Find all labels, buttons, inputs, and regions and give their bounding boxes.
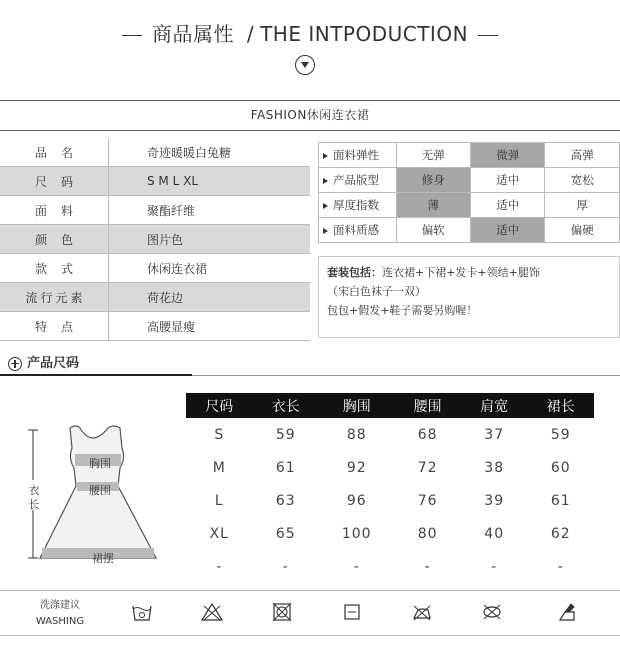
iron-icon (555, 600, 579, 624)
table-row (0, 254, 310, 283)
property-option-selected: 微弹 (471, 143, 545, 168)
property-label: 厚度指数 (319, 193, 397, 218)
set-contents-box (318, 256, 620, 338)
table-cell: 62 (550, 525, 571, 542)
attr-key: 尺码 (0, 167, 109, 196)
table-cell: - (282, 558, 289, 575)
property-option: 无弹 (396, 143, 470, 168)
table-row (0, 167, 310, 196)
attr-key: 品名 (0, 138, 109, 167)
bust-label: 胸围 (89, 457, 111, 470)
attr-key: 颜色 (0, 225, 109, 254)
washing-label: 洗涤建议 WASHING (35, 600, 85, 627)
property-option: 偏硬 (545, 218, 620, 243)
divider (192, 375, 620, 376)
triangle-right-icon (323, 178, 328, 184)
table-row (186, 484, 594, 517)
table-cell: 88 (346, 426, 367, 443)
set-label: 套装包括： (327, 266, 382, 279)
table-cell: - (424, 558, 431, 575)
length-label: 衣长 (28, 484, 40, 511)
property-option: 适中 (471, 168, 545, 193)
table-cell: 59 (275, 426, 296, 443)
attr-value: 奇迹暖暖白兔糖 (109, 138, 311, 167)
triangle-right-icon (323, 153, 328, 159)
column-header: 胸围 (319, 393, 394, 418)
header-slash: / (246, 22, 255, 46)
divider (0, 130, 620, 131)
table-cell: 63 (275, 492, 296, 509)
property-option-selected: 适中 (471, 218, 545, 243)
table-cell: M (212, 459, 226, 476)
table-row (0, 225, 310, 254)
table-row (319, 143, 620, 168)
size-table (186, 393, 594, 583)
property-label: 产品版型 (319, 168, 397, 193)
table-row (319, 218, 620, 243)
table-cell: 65 (275, 525, 296, 542)
property-option: 偏软 (396, 218, 470, 243)
table-row (0, 283, 310, 312)
table-cell: - (557, 558, 564, 575)
table-row (186, 451, 594, 484)
table-cell: XL (209, 525, 229, 542)
table-cell: 76 (417, 492, 438, 509)
column-header: 腰围 (394, 393, 461, 418)
table-cell: 60 (550, 459, 571, 476)
property-label: 面料质感 (319, 218, 397, 243)
table-cell: 92 (346, 459, 367, 476)
table-cell: - (491, 558, 498, 575)
table-row (319, 168, 620, 193)
column-header: 尺码 (186, 393, 253, 418)
table-cell: 61 (275, 459, 296, 476)
property-option: 宽松 (545, 168, 620, 193)
attribute-table (0, 138, 310, 341)
attr-value: 图片色 (109, 225, 311, 254)
attr-key: 流行元素 (0, 283, 109, 312)
property-grid (318, 142, 620, 243)
table-cell: 37 (484, 426, 505, 443)
table-cell: 40 (484, 525, 505, 542)
table-row (319, 193, 620, 218)
table-cell: 68 (417, 426, 438, 443)
chevron-down-icon (295, 55, 315, 75)
hem-label: 裙摆 (92, 552, 114, 565)
table-cell: 59 (550, 426, 571, 443)
no-bleach-icon (200, 600, 224, 624)
product-type-title: FASHION休闲连衣裙 (250, 108, 370, 122)
set-line: 包包+假发+鞋子需要另购喔！ (327, 304, 478, 317)
table-cell: 72 (417, 459, 438, 476)
attr-key: 款式 (0, 254, 109, 283)
table-cell: - (216, 558, 223, 575)
table-cell: 100 (341, 525, 372, 542)
table-row (0, 312, 310, 341)
property-option: 厚 (545, 193, 620, 218)
plus-circle-icon (8, 357, 22, 371)
no-iron-icon (410, 600, 434, 624)
table-cell: - (353, 558, 360, 575)
set-line: （宋白色袜子一双） (327, 285, 426, 298)
attr-value: S M L XL (109, 167, 311, 196)
header-title-cn: 商品属性 (151, 22, 234, 46)
property-option-selected: 修身 (396, 168, 470, 193)
table-row (0, 196, 310, 225)
table-row (186, 517, 594, 550)
table-cell: 61 (550, 492, 571, 509)
table-cell: 96 (346, 492, 367, 509)
property-option: 高弹 (545, 143, 620, 168)
attr-key: 特点 (0, 312, 109, 341)
no-tumble-dry-icon (270, 600, 294, 624)
property-option-selected: 薄 (396, 193, 470, 218)
table-row (186, 418, 594, 451)
table-cell: 38 (484, 459, 505, 476)
no-dry-clean-icon (480, 600, 504, 624)
column-header: 肩宽 (461, 393, 528, 418)
flat-dry-icon (340, 600, 364, 624)
table-row (0, 138, 310, 167)
table-row (186, 550, 594, 583)
size-section-title: 产品尺码 (8, 352, 79, 371)
section-header (0, 18, 620, 47)
divider (0, 374, 192, 376)
header-title-en: THE INTPODUCTION (260, 22, 469, 46)
set-line: 连衣裙+下裙+发卡+领结+腿饰 (382, 266, 540, 279)
table-cell: S (214, 426, 225, 443)
attr-value: 高腰显瘦 (109, 312, 311, 341)
triangle-right-icon (323, 228, 328, 234)
table-header-row (186, 393, 594, 418)
attr-value: 休闲连衣裙 (109, 254, 311, 283)
attr-value: 荷花边 (109, 283, 311, 312)
attr-value: 聚酯纤维 (109, 196, 311, 225)
waist-label: 腰围 (89, 484, 111, 497)
triangle-right-icon (323, 203, 328, 209)
property-option: 适中 (471, 193, 545, 218)
table-cell: 80 (417, 525, 438, 542)
attr-key: 面料 (0, 196, 109, 225)
column-header: 衣长 (253, 393, 320, 418)
table-cell: L (214, 492, 224, 509)
column-header: 裙长 (527, 393, 594, 418)
property-label: 面料弹性 (319, 143, 397, 168)
table-cell: 39 (484, 492, 505, 509)
hand-wash-icon (130, 600, 154, 624)
